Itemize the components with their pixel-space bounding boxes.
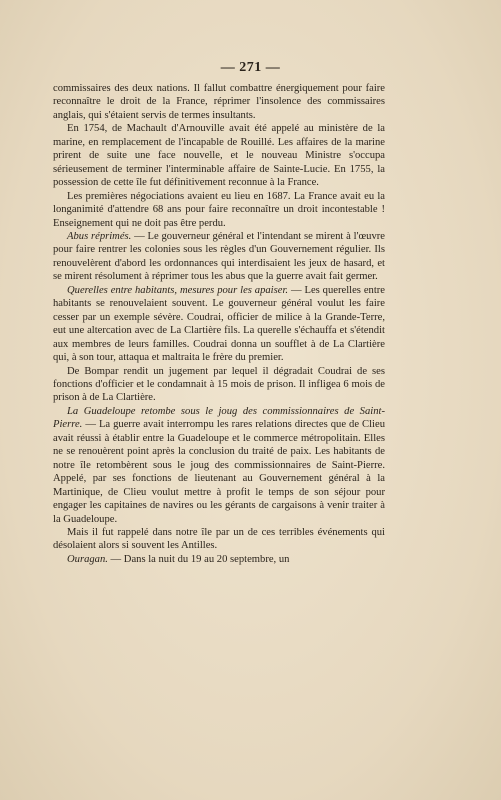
paragraph-text: Les premières négociations avaient eu lieu en 1687. La France avait eu la longanimité d'attendre 68 ans pour faire reconnaître un droit incontestable ! Enseignement qui ne doit pas être perdu. xyxy=(53,190,385,229)
paragraph-lead: Querelles entre habitants, mesures pour les apaiser. xyxy=(67,284,289,296)
paragraph-text: — Dans la nuit du 19 au 20 septembre, un xyxy=(107,553,290,565)
paragraph xyxy=(53,284,385,365)
paragraph-text: — Les querelles entre habitants se renouvelaient souvent. Le gouverneur général voulut les faire cesser par un exemple sévère. Coudrai, officier de milice à la Grande-Terre, eut une altercation avec de La Clartière fils. La querelle s'échauffa et s'étendit aux membres de leurs familles. Coudrai donna un soufflet à de La Clartière qui, à son tour, attaqua et maltraita le frère du premier. xyxy=(53,284,385,364)
paragraph-text: En 1754, de Machault d'Arnouville avait été appelé au ministère de la marine, en remplacement de l'incapable de Rouillé. Les affaires de la marine prirent de suite une face nouvelle, et le nouveau Ministre s'occupa sérieusement de terminer l'interminable affaire de Sainte-Lucie. En 1755, la possession de cette île fut définitivement reconnue à la France. xyxy=(53,123,385,189)
paragraph-text: — La guerre avait interrompu les rares relations directes que de Clieu avait réussi à établir entre la Guadeloupe et le commerce métropolitain. Elles ne se renouèrent point après la conclusion du traité de paix. Les habitants de notre île retombèrent sous le joug des commissionnaires de Saint-Pierre. Appelé, par ses fonctions de lieutenant au Gouvernement général à la Martinique, de Clieu voulut mettre à profit le temps de son séjour pour engager les capitaines de navires ou les gérants de cargaisons à venir traiter à la Guadeloupe. xyxy=(53,419,385,525)
paragraph xyxy=(53,365,385,405)
paragraph xyxy=(53,405,385,526)
paragraph-text: — Le gouverneur général et l'intendant se mirent à l'œuvre pour faire rentrer les colonies sous les règles d'un Gouvernement régulier. Ils renouvelèrent d'abord les ordonnances qui interdisaient les jeux de hasard, et se mirent résolument à réprimer tous les abus que la guerre avait fait germer. xyxy=(53,230,385,283)
paragraph xyxy=(53,553,385,566)
paragraph xyxy=(53,526,385,553)
paragraph-text: commissaires des deux nations. Il fallut combattre énergiquement pour faire reconnaître le droit de la France, réprimer l'insolence des commissaires anglais, qui s'étaient servis de termes insultants. xyxy=(53,83,385,121)
paragraph xyxy=(53,190,385,230)
paragraph xyxy=(53,82,385,122)
paragraph xyxy=(53,230,385,284)
paragraph-text: De Bompar rendit un jugement par lequel il dégradait Coudrai de ses fonctions d'officier et le condamnait à 15 mois de prison. Il infligea 6 mois de prison à de La Clartière. xyxy=(53,365,385,404)
paragraph-text: Mais il fut rappelé dans notre île par un de ces terribles événements qui désolaient alors si souvent les Antilles. xyxy=(53,526,385,552)
paragraph-lead: Abus réprimés. xyxy=(67,230,132,242)
paragraph-lead: Ouragan. xyxy=(67,553,108,565)
body-text xyxy=(53,82,385,566)
paragraph xyxy=(53,122,385,189)
page-number: — 271 — xyxy=(220,60,281,75)
paragraph-lead: La Guadeloupe retombe sous le joug des commissionnaires de Saint-Pierre. xyxy=(53,405,385,431)
